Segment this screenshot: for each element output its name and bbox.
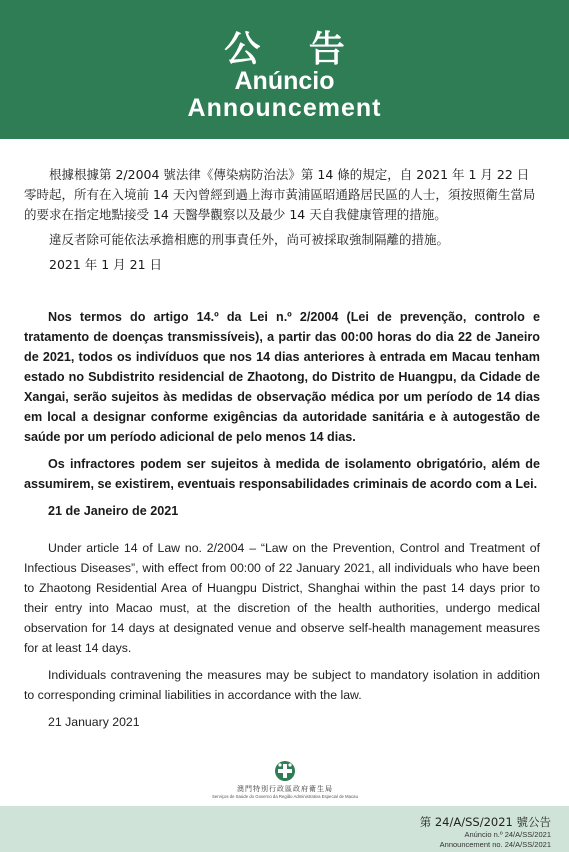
logo-name-chinese: 澳門特別行政區政府衛生局	[237, 785, 333, 793]
reference-portuguese: Anúncio n.º 24/A/SS/2021	[464, 830, 551, 839]
english-paragraph-1: Under article 14 of Law no. 2/2004 – “Law on the Prevention, Control and Treatment of Infectious Diseases”, with effect from 00:00 of 22 January 2021, all individuals who have been to Zhaotong Residential Area of Huangpu District, Shanghai within the past 14 days prior to their entry into Macao must, at the discretion of the health authorities, undergo medical observation for 14 days at designated venue and observe self-health management measures for at least 14 days.	[24, 541, 540, 655]
health-bureau-emblem-icon	[274, 760, 296, 782]
chinese-paragraph-1: 根據根據第 2/2004 號法律《傳染病防治法》第 14 條的規定，自 2021 年 1 月 22 日零時起，所有在入境前 14 天內曾經到過上海市黃浦區昭通路居民區的人士，須按照衛生當局的要求在指定地點接受 14 天醫學觀察以及最少 14 天自我健康管理的措施。	[24, 167, 536, 222]
chinese-section	[24, 165, 540, 275]
portuguese-date: 21 de Janeiro de 2021	[48, 504, 179, 518]
announcement-footer	[0, 806, 569, 852]
chinese-paragraph-2: 違反者除可能依法承擔相應的刑事責任外，尚可被採取強制隔離的措施。	[49, 232, 450, 247]
title-portuguese: Anúncio	[234, 67, 335, 95]
reference-english: Announcement no. 24/A/SS/2021	[439, 840, 551, 849]
chinese-date: 2021 年 1 月 21 日	[49, 257, 163, 272]
portuguese-section	[24, 307, 540, 521]
health-bureau-logo	[200, 760, 370, 799]
reference-chinese: 第 24/A/SS/2021 號公告	[419, 815, 551, 829]
portuguese-paragraph-1: Nos termos do artigo 14.º da Lei n.º 2/2004 (Lei de prevenção, controlo e tratamento de doenças transmissíveis), a partir das 00:00 horas do dia 22 de Janeiro de 2021, todos os indivíduos que nos 14 dias anteriores à entrada em Macau tenham estado no Subdistrito residencial de Zhaotong, do Distrito de Huangpu, da Cidade de Xangai, serão sujeitos às medidas de observação médica por um período de 14 dias em local a designar conforme exigências da autoridade sanitária e à autogestão de saúde por um período adicional de pelo menos 14 dias.	[24, 310, 540, 444]
english-date: 21 January 2021	[48, 715, 140, 729]
portuguese-paragraph-2: Os infractores podem ser sujeitos à medida de isolamento obrigatório, além de assumirem, se existirem, eventuais responsabilidades criminais de acordo com a Lei.	[24, 457, 540, 491]
logo-name-portuguese: Serviços de Saúde do Governo da Região Administrativa Especial de Macau	[212, 794, 358, 799]
title-english: Announcement	[187, 94, 382, 122]
english-paragraph-2: Individuals contravening the measures may be subject to mandatory isolation in addition to corresponding criminal liabilities in accordance with the law.	[24, 668, 540, 702]
title-chinese: 公 告	[224, 29, 363, 70]
english-section	[24, 538, 540, 732]
announcement-header	[0, 0, 569, 139]
